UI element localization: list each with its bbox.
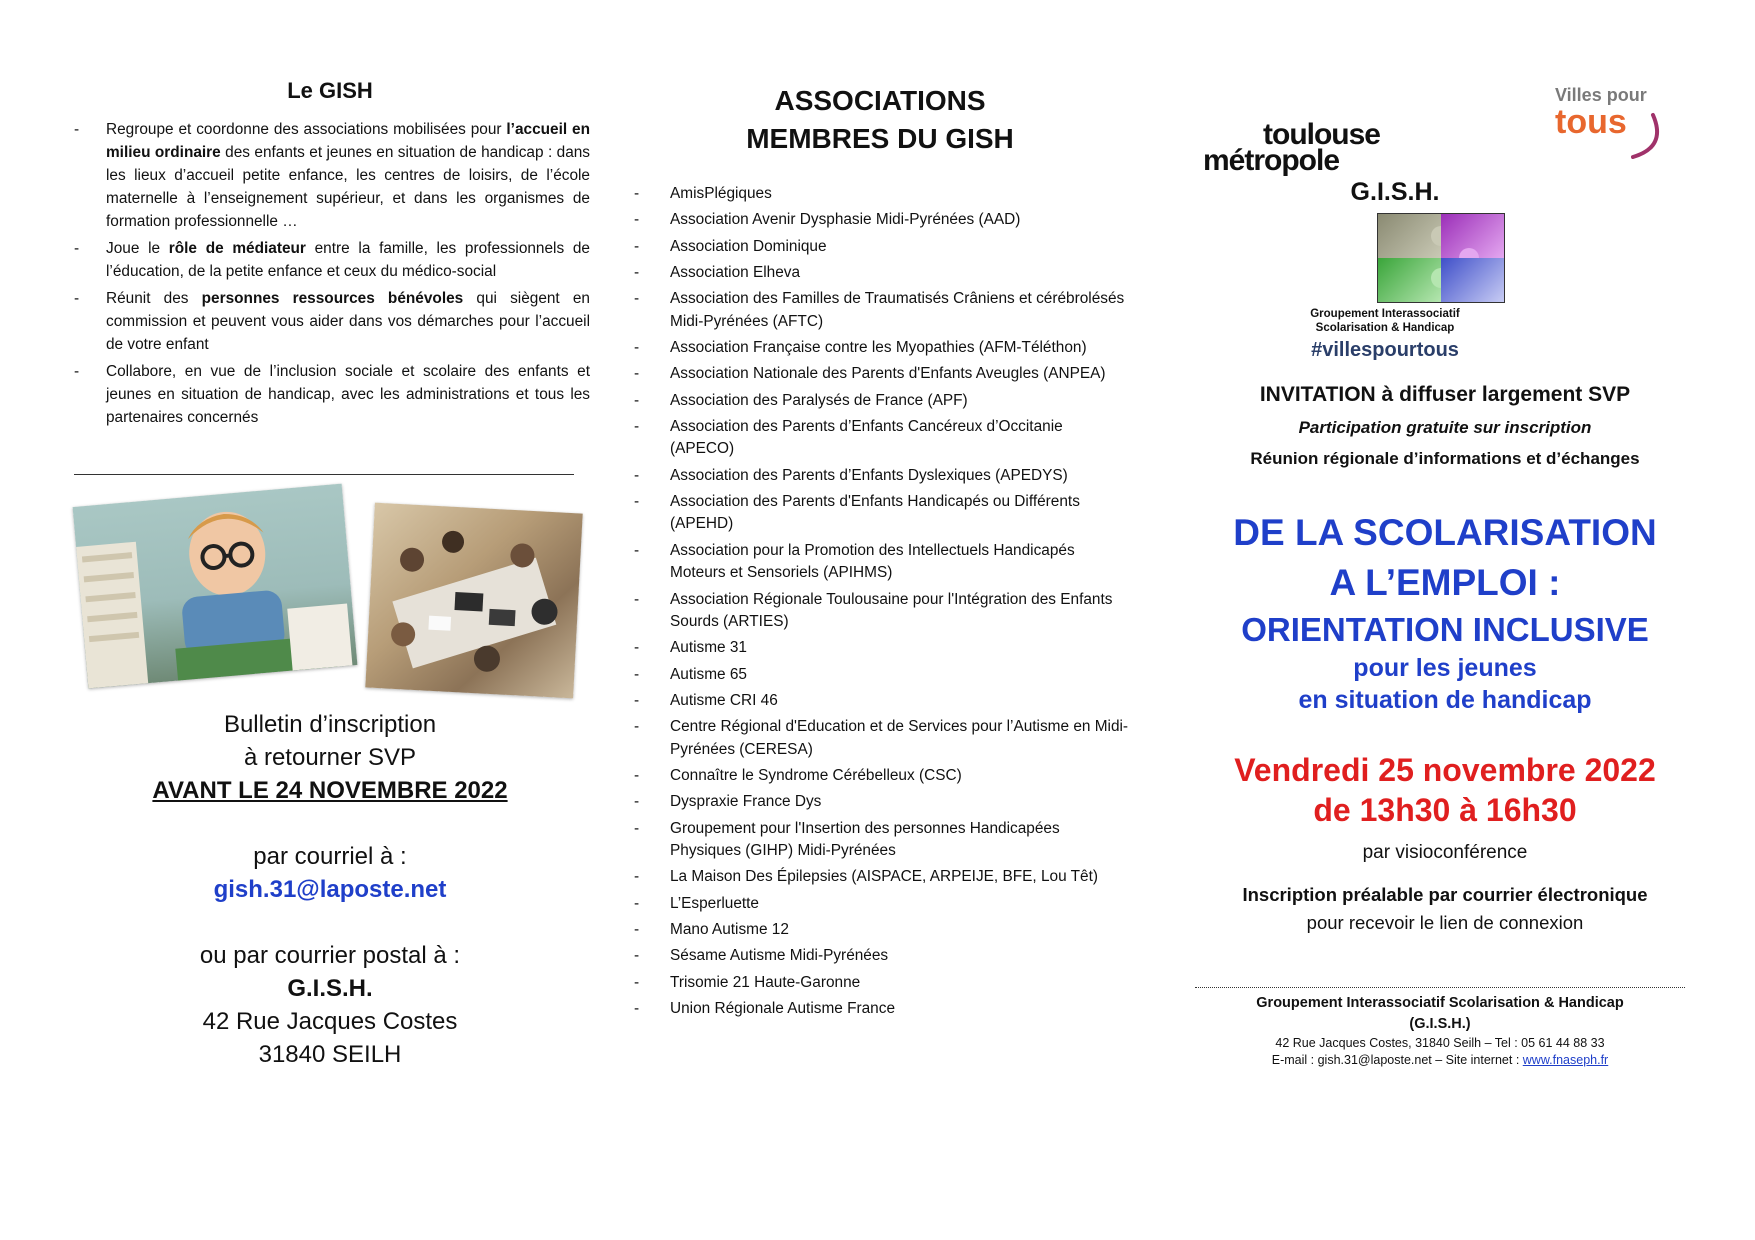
bullet-text: qui siègent en commission et peuvent vous aider dans vos démarches pour l’accueil de votre enfant	[106, 290, 590, 353]
list-item: - Association des Parents d'Enfants Handicapés ou Différents (APEHD)	[630, 491, 1130, 536]
list-item: - L’Esperluette	[630, 893, 1130, 916]
registration-notice	[70, 708, 590, 1071]
instruction-line: Inscription préalable par courrier électronique	[1242, 884, 1648, 905]
invitation-title: INVITATION à diffuser largement SVP	[1259, 383, 1631, 406]
headline-line: A L’EMPLOI :	[1329, 562, 1561, 603]
list-item	[70, 287, 590, 356]
list-item: - Association des Parents d’Enfants Dyslexiques (APEDYS)	[630, 465, 1130, 488]
bullet-text: Réunit des	[106, 290, 202, 307]
bullet-text: Collabore, en vue de l’inclusion sociale et scolaire des enfants et jeunes en situation de handicap, avec les administrations et tous les partenaires concernés	[106, 363, 590, 426]
email-label: par courriel à :	[253, 843, 407, 870]
list-item: - Association Nationale des Parents d'Enfants Aveugles (ANPEA)	[630, 363, 1130, 386]
postal-street: 42 Rue Jacques Costes	[202, 1008, 458, 1035]
associations-list	[630, 183, 1130, 1024]
participation-note: Participation gratuite sur inscription	[1298, 418, 1592, 437]
event-date	[1195, 750, 1695, 830]
middle-panel	[630, 0, 1130, 1240]
team-meeting-photo	[365, 503, 582, 699]
footer-org: Groupement Interassociatif Scolarisation & Handicap	[1256, 995, 1624, 1011]
logo-text: tous	[1555, 103, 1627, 141]
registration-instructions	[1195, 881, 1695, 937]
bullet-emphasis: rôle de médiateur	[168, 240, 306, 257]
bullet-text: Joue le	[106, 240, 169, 257]
footer	[1195, 993, 1685, 1069]
list-item: - Dyspraxie France Dys	[630, 791, 1130, 814]
divider	[74, 474, 574, 475]
headline-line: en situation de handicap	[1298, 686, 1592, 714]
footer-address: 42 Rue Jacques Costes, 31840 Seilh – Tel : 05 61 44 88 33	[1275, 1036, 1605, 1050]
list-item: - Centre Régional d'Education et de Services pour l’Autisme en Midi-Pyrénées (CERESA)	[630, 716, 1130, 761]
left-panel	[70, 0, 590, 1240]
list-item: - Association des Familles de Traumatisés Crâniens et cérébrolésés Midi-Pyrénées (AFTC)	[630, 288, 1130, 333]
list-item: - Association Avenir Dysphasie Midi-Pyrénées (AAD)	[630, 209, 1130, 232]
date-line: Vendredi 25 novembre 2022	[1234, 752, 1656, 788]
child-with-glasses-photo	[73, 484, 358, 689]
villes-pour-tous-logo	[1555, 85, 1675, 165]
hashtag: #villespourtous	[1311, 339, 1459, 361]
subtitle-line: Groupement Interassociatif	[1310, 308, 1460, 320]
meeting-type: Réunion régionale d’informations et d’échanges	[1250, 449, 1640, 468]
list-item: - AmisPlégiques	[630, 183, 1130, 206]
bullet-emphasis: personnes ressources bénévoles	[201, 290, 464, 307]
list-item: - Association pour la Promotion des Intellectuels Handicapés Moteurs et Sensoriels (APIHMS)	[630, 540, 1130, 585]
logo-text: métropole	[1203, 144, 1340, 177]
bullet-text: Regroupe et coordonne des associations mobilisées pour	[106, 121, 507, 138]
toulouse-metropole-logo	[1203, 118, 1403, 178]
list-item: - Autisme 65	[630, 664, 1130, 687]
event-format: par visioconférence	[1362, 842, 1528, 863]
list-item: - La Maison Des Épilepsies (AISPACE, ARPEIJE, BFE, Lou Têt)	[630, 866, 1130, 889]
footer-org: (G.I.S.H.)	[1409, 1016, 1471, 1032]
list-item: - Union Régionale Autisme France	[630, 998, 1130, 1021]
website-link[interactable]: www.fnaseph.fr	[1522, 1053, 1609, 1067]
list-item: - Autisme CRI 46	[630, 690, 1130, 713]
list-item	[70, 237, 590, 283]
headline-line: ORIENTATION INCLUSIVE	[1241, 611, 1649, 648]
gish-mark: G.I.S.H.	[1350, 178, 1440, 206]
postal-label: ou par courrier postal à :	[199, 942, 461, 969]
time-line: de 13h30 à 16h30	[1313, 792, 1577, 828]
gish-bullet-list	[70, 118, 590, 433]
list-item: - Sésame Autisme Midi-Pyrénées	[630, 945, 1130, 968]
list-item: - Association Elheva	[630, 262, 1130, 285]
list-item: - Association Régionale Toulousaine pour l'Intégration des Enfants Sourds (ARTIES)	[630, 589, 1130, 634]
puzzle-piece	[1378, 258, 1441, 302]
event-headline	[1195, 508, 1695, 716]
logo-text: toulouse	[1263, 118, 1380, 151]
spacer	[70, 906, 590, 939]
headline-line: pour les jeunes	[1353, 654, 1537, 682]
bulletin-line: Bulletin d’inscription	[223, 711, 437, 738]
instruction-line: pour recevoir le lien de connexion	[1306, 912, 1584, 933]
list-item: - Groupement pour l'Insertion des personnes Handicapées Physiques (GIHP) Midi-Pyrénées	[630, 818, 1130, 863]
gish-subtitle	[1235, 307, 1535, 335]
list-item	[70, 118, 590, 233]
title-line: MEMBRES DU GISH	[746, 123, 1014, 154]
associations-title	[630, 82, 1130, 158]
postal-org: G.I.S.H.	[287, 975, 373, 1002]
subtitle-line: Scolarisation & Handicap	[1315, 322, 1455, 334]
footer-email: E-mail : gish.31@laposte.net – Site internet :	[1271, 1053, 1523, 1067]
list-item: - Trisomie 21 Haute-Garonne	[630, 972, 1130, 995]
gish-puzzle-logo	[1377, 213, 1505, 303]
bullet-emphasis: l’accueil en milieu ordinaire	[106, 121, 590, 161]
bullet-text: des enfants et jeunes en situation de handicap : dans les lieux d’accueil petite enfance, les centres de loisirs, de l’école maternelle à l’enseignement supérieur, et dans les organismes de formation professionnelle …	[106, 144, 591, 230]
title-line: ASSOCIATIONS	[774, 85, 986, 116]
list-item: - Association Française contre les Myopathies (AFM-Téléthon)	[630, 337, 1130, 360]
logo-arc-icon	[1555, 85, 1675, 165]
puzzle-piece	[1378, 214, 1441, 258]
list-item	[70, 360, 590, 429]
headline-line: DE LA SCOLARISATION	[1233, 512, 1657, 553]
divider	[1195, 987, 1685, 988]
list-item: - Association des Paralysés de France (APF)	[630, 390, 1130, 413]
footer-contact	[1195, 1052, 1685, 1069]
list-item: - Connaître le Syndrome Cérébelleux (CSC)	[630, 765, 1130, 788]
email-link[interactable]: gish.31@laposte.net	[213, 876, 447, 903]
spacer	[70, 807, 590, 840]
bulletin-line: à retourner SVP	[243, 744, 417, 771]
puzzle-piece	[1441, 258, 1504, 302]
deadline: AVANT LE 24 NOVEMBRE 2022	[152, 777, 508, 804]
postal-city: 31840 SEILH	[258, 1041, 402, 1068]
list-item: - Autisme 31	[630, 637, 1130, 660]
list-item: - Association des Parents d’Enfants Cancéreux d’Occitanie (APECO)	[630, 416, 1130, 461]
gish-title: Le GISH	[287, 78, 373, 103]
list-item: - Association Dominique	[630, 236, 1130, 259]
puzzle-piece	[1441, 214, 1504, 258]
bullet-text: entre la famille, les professionnels de l’éducation, de la petite enfance et ceux du médico-social	[106, 240, 590, 280]
right-panel	[1195, 0, 1695, 1240]
logo-text: Villes pour	[1555, 85, 1647, 105]
list-item: - Mano Autisme 12	[630, 919, 1130, 942]
